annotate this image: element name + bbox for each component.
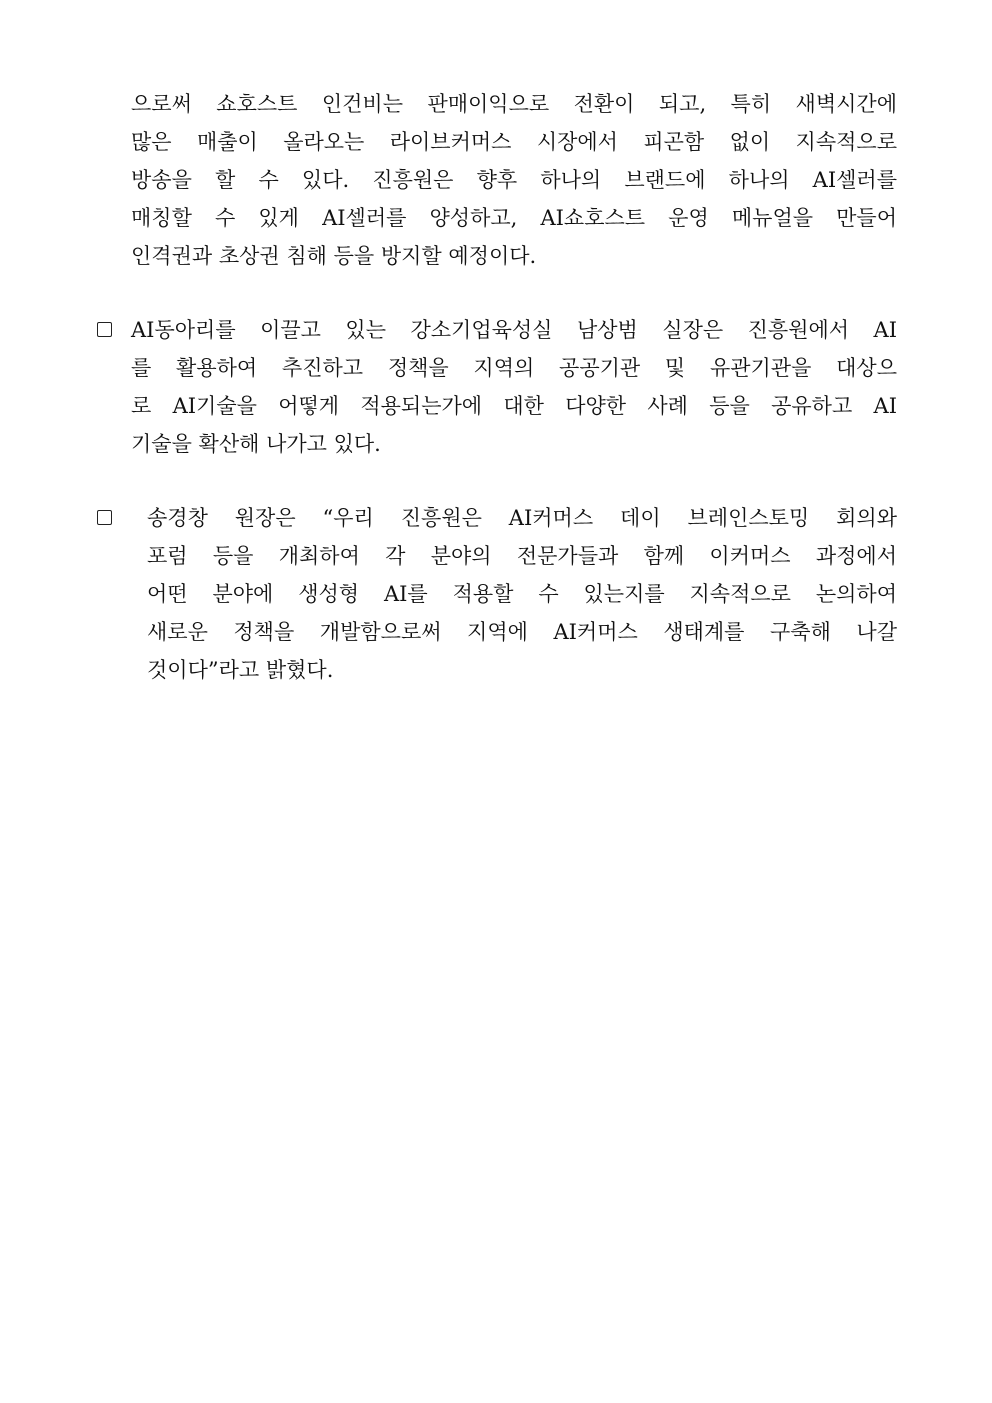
bullet-1-line-3: 로 AI기술을 어떻게 적용되는가에 대한 다양한 사례 등을 공유하고 AI: [131, 394, 897, 418]
bullet-2-line-3: 어떤 분야에 생성형 AI를 적용할 수 있는지를 지속적으로 논의하여: [147, 582, 897, 606]
bullet-1-line-1: AI동아리를 이끌고 있는 강소기업육성실 남상범 실장은 진흥원에서 AI: [131, 318, 897, 342]
intro-line-3: 방송을 할 수 있다. 진흥원은 향후 하나의 브랜드에 하나의 AI셀러를: [131, 168, 897, 192]
intro-line-4: 매칭할 수 있게 AI셀러를 양성하고, AI쇼호스트 운영 메뉴얼을 만들어: [131, 206, 897, 230]
checkbox-icon: [97, 322, 112, 337]
bullet-2-line-1: 송경창 원장은 “우리 진흥원은 AI커머스 데이 브레인스토밍 회의와: [147, 506, 897, 530]
intro-line-5: 인격권과 초상권 침해 등을 방지할 예정이다.: [131, 244, 537, 268]
bullet-2-line-5: 것이다”라고 밝혔다.: [147, 658, 334, 682]
bullet-1-line-4: 기술을 확산해 나가고 있다.: [131, 432, 381, 456]
bullet-2-line-2: 포럼 등을 개최하여 각 분야의 전문가들과 함께 이커머스 과정에서: [147, 544, 897, 568]
bullet-1-line-2: 를 활용하여 추진하고 정책을 지역의 공공기관 및 유관기관을 대상으: [131, 356, 897, 380]
intro-line-1: 으로써 쇼호스트 인건비는 판매이익으로 전환이 되고, 특히 새벽시간에: [131, 92, 897, 116]
intro-line-2: 많은 매출이 올라오는 라이브커머스 시장에서 피곤함 없이 지속적으로: [131, 130, 897, 154]
checkbox-icon: [97, 510, 112, 525]
bullet-2-line-4: 새로운 정책을 개발함으로써 지역에 AI커머스 생태계를 구축해 나갈: [147, 620, 897, 644]
